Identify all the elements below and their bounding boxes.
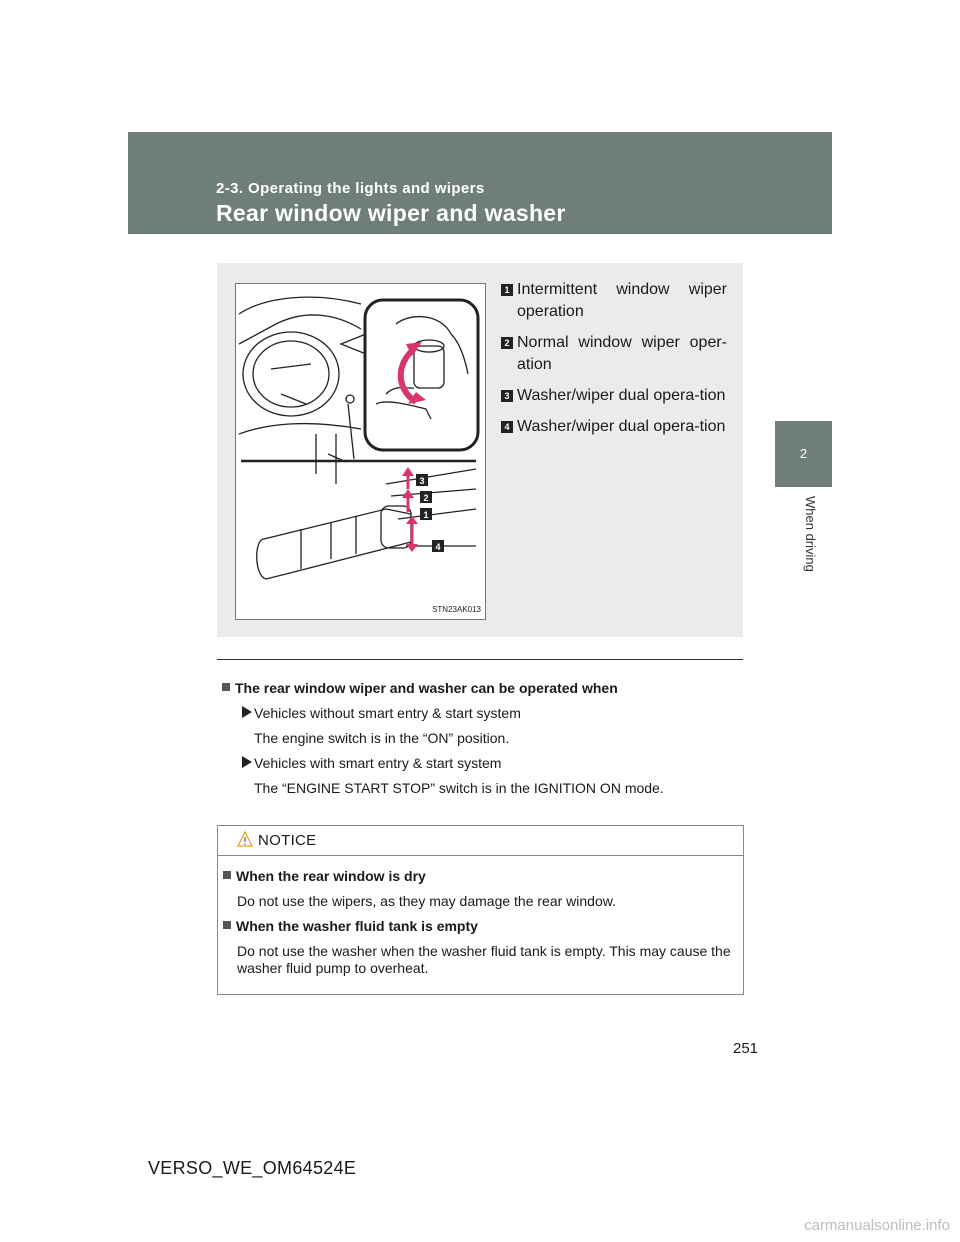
callout-4: 4 <box>435 542 441 552</box>
triangle-bullet-icon <box>242 706 252 718</box>
legend-number: 1 <box>501 284 513 296</box>
illustration-code: STN23AK013 <box>432 605 481 614</box>
legend-text: Intermittent window wiper operation <box>517 281 727 320</box>
illustration-panel <box>217 263 743 637</box>
section-divider <box>217 659 743 660</box>
legend-number: 4 <box>501 421 513 433</box>
legend-text: Normal window wiper oper-ation <box>517 334 727 373</box>
legend-item <box>501 279 727 323</box>
condition-detail: The engine switch is in the “ON” position. <box>254 730 510 746</box>
square-bullet-icon <box>223 871 231 879</box>
notice-item-title: When the rear window is dry <box>223 868 738 893</box>
page-title: Rear window wiper and washer <box>216 200 566 226</box>
chapter-side-label: When driving <box>803 496 818 572</box>
wiper-lever-drawing <box>236 284 485 619</box>
page-number: 251 <box>733 1040 759 1057</box>
chapter-number: 2 <box>799 446 808 461</box>
square-bullet-icon <box>223 921 231 929</box>
callout-1: 1 <box>423 510 429 520</box>
callout-3: 3 <box>419 476 425 486</box>
legend-item <box>501 332 727 376</box>
callout-2: 2 <box>423 493 429 503</box>
notice-item-text: Do not use the wipers, as they may damage the rear window. <box>237 893 616 909</box>
notice-box <box>217 825 744 995</box>
condition-detail: The “ENGINE START STOP” switch is in the IGNITION ON mode. <box>254 780 664 796</box>
warning-icon <box>237 831 253 847</box>
square-bullet-icon <box>222 683 230 691</box>
condition-bullet: Vehicles without smart entry & start system <box>222 705 742 730</box>
section-label: 2-3. Operating the lights and wipers <box>216 180 485 197</box>
legend-number: 2 <box>501 337 513 349</box>
condition-bullet: Vehicles with smart entry & start system <box>222 755 742 780</box>
legend-text: Washer/wiper dual opera-tion <box>517 387 726 404</box>
notice-item-text: Do not use the washer when the washer fluid tank is empty. This may cause the washer fluid pump to overheat. <box>237 943 731 976</box>
notice-label: NOTICE <box>258 832 317 849</box>
wiper-illustration <box>235 283 486 620</box>
document-code: VERSO_WE_OM64524E <box>148 1158 357 1178</box>
notice-item-title: When the washer fluid tank is empty <box>223 918 738 943</box>
chapter-header <box>128 132 832 234</box>
notice-header <box>218 826 743 856</box>
operating-conditions <box>222 680 742 805</box>
legend-text: Washer/wiper dual opera-tion <box>517 418 726 435</box>
chapter-side-tab[interactable] <box>775 421 832 487</box>
legend-number: 3 <box>501 390 513 402</box>
conditions-title: The rear window wiper and washer can be operated when <box>222 680 742 705</box>
legend-item <box>501 416 727 438</box>
legend-item <box>501 385 727 407</box>
triangle-bullet-icon <box>242 756 252 768</box>
notice-body <box>223 868 738 985</box>
watermark: carmanualsonline.info <box>804 1217 950 1234</box>
legend <box>501 279 727 447</box>
